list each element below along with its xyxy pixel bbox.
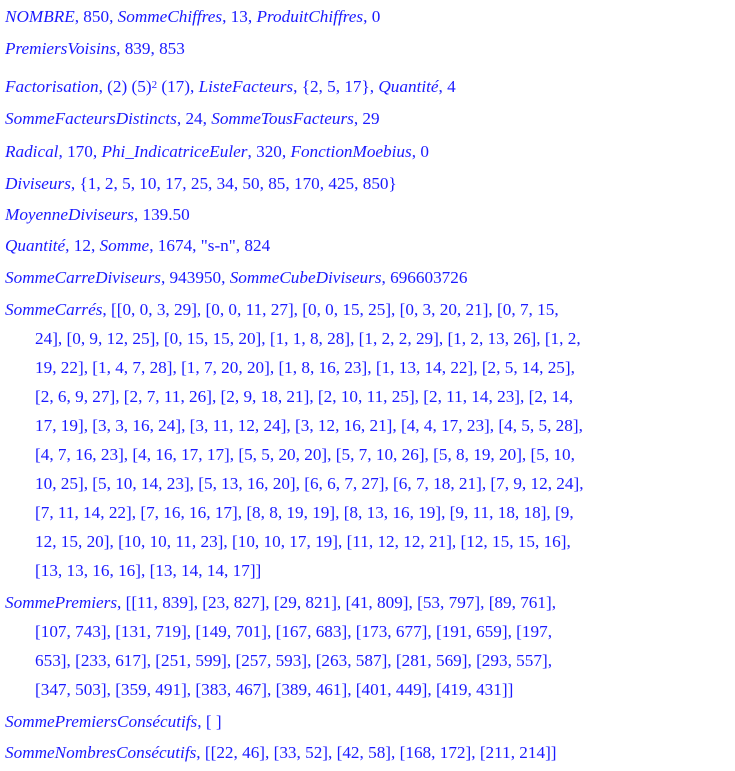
value-somme-chiffres: , 13,: [222, 7, 257, 26]
key-somme-facteurs-distincts: SommeFacteursDistincts: [5, 109, 177, 128]
value-somme-tous-facteurs: , 29: [353, 109, 380, 128]
value-somme-carre-diviseurs: , 943950,: [160, 268, 230, 287]
value-somme: , 1674, "s-n", 824: [149, 236, 271, 255]
key-somme-nombres-consecutifs: SommeNombresConsécutifs: [5, 743, 197, 762]
premiers-voisins-line: [5, 38, 185, 60]
key-produit-chiffres: ProduitChiffres: [256, 7, 364, 26]
value-moyenne-diviseurs: , 139.50: [133, 205, 190, 224]
somme-premiers-continuation: [347, 503], [359, 491], [383, 467], [389, 461], [401, 449], [419, 431]]: [35, 680, 514, 699]
somme-carres-continuation: [4, 7, 16, 23], [4, 16, 17, 17], [5, 5, 20, 20], [5, 7, 10, 26], [5, 8, 19, 20], [5, 10,: [35, 445, 575, 464]
somme-premiers-continuation: [107, 743], [131, 719], [149, 701], [167, 683], [173, 677], [191, 659], [197,: [35, 622, 552, 641]
key-somme-tous-facteurs: SommeTousFacteurs: [211, 109, 354, 128]
value-somme-premiers-consecutifs: , [ ]: [197, 712, 222, 731]
value-somme-nombres-consecutifs: , [[22, 46], [33, 52], [42, 58], [168, 172], [211, 214]]: [196, 743, 557, 762]
value-quantite: , 4: [438, 77, 456, 96]
somme-carres-continuation: 17, 19], [3, 3, 16, 24], [3, 11, 12, 24], [3, 12, 16, 21], [4, 4, 17, 23], [4, 5, 5, 28],: [35, 416, 583, 435]
factorisation-exponent: 2: [151, 79, 158, 91]
somme-facteurs-line: [5, 108, 380, 130]
value-nombre: , 850,: [74, 7, 118, 26]
value-somme-facteurs-distincts: , 24,: [176, 109, 212, 128]
key-diviseurs: Diviseurs: [5, 174, 71, 193]
somme-carres-continuation: 12, 15, 20], [10, 10, 11, 23], [10, 10, 17, 19], [11, 12, 12, 21], [12, 15, 15, 16],: [35, 532, 571, 551]
key-somme-carres: SommeCarrés: [5, 300, 103, 319]
value-fonction-moebius: , 0: [411, 142, 429, 161]
value-factorisation-a: , (2) (5): [98, 77, 152, 96]
key-premiers-voisins: PremiersVoisins: [5, 39, 117, 58]
value-diviseurs: , {1, 2, 5, 10, 17, 25, 34, 50, 85, 170, 425, 850}: [70, 174, 397, 193]
key-somme-carre-diviseurs: SommeCarreDiviseurs: [5, 268, 161, 287]
somme-carres-continuation: 19, 22], [1, 4, 7, 28], [1, 7, 20, 20], [1, 8, 16, 23], [1, 13, 14, 22], [2, 5, 14, 25],: [35, 358, 575, 377]
somme-premiers-line: [5, 592, 556, 614]
key-moyenne-diviseurs: MoyenneDiviseurs: [5, 205, 134, 224]
key-somme-chiffres: SommeChiffres: [117, 7, 223, 26]
key-fonction-moebius: FonctionMoebius: [290, 142, 412, 161]
somme-carres-continuation: [7, 11, 14, 22], [7, 16, 16, 17], [8, 8, 19, 19], [8, 13, 16, 19], [9, 11, 18, 18], [9,: [35, 503, 574, 522]
value-somme-carres: , [[0, 0, 3, 29], [0, 0, 11, 27], [0, 0, 15, 25], [0, 3, 20, 21], [0, 7, 15,: [102, 300, 559, 319]
key-somme-premiers: SommePremiers: [5, 593, 118, 612]
somme-premiers-continuation: 653], [233, 617], [251, 599], [257, 593], [263, 587], [281, 569], [293, 557],: [35, 651, 552, 670]
value-liste-facteurs: , {2, 5, 17},: [293, 77, 379, 96]
key-quantite-diviseurs: Quantité: [5, 236, 66, 255]
value-radical: , 170,: [58, 142, 102, 161]
key-somme-cube-diviseurs: SommeCubeDiviseurs: [229, 268, 382, 287]
value-produit-chiffres: , 0: [363, 7, 381, 26]
somme-carres-continuation: [13, 13, 16, 16], [13, 14, 14, 17]]: [35, 561, 262, 580]
somme-nombres-consecutifs-line: [5, 742, 557, 764]
somme-carres-continuation: [2, 6, 9, 27], [2, 7, 11, 26], [2, 9, 18, 21], [2, 10, 11, 25], [2, 11, 14, 23], [2, 14,: [35, 387, 573, 406]
key-radical: Radical: [5, 142, 59, 161]
value-phi-indicatrice-euler: , 320,: [247, 142, 291, 161]
key-somme-premiers-consecutifs: SommePremiersConsécutifs: [5, 712, 198, 731]
quantite-somme-line: [5, 235, 270, 257]
somme-carres-line: [5, 299, 559, 321]
value-factorisation-b: (17),: [157, 77, 199, 96]
value-somme-cube-diviseurs: , 696603726: [381, 268, 468, 287]
key-quantite: Quantité: [378, 77, 439, 96]
value-premiers-voisins: , 839, 853: [116, 39, 185, 58]
factorisation-line: [5, 76, 456, 98]
key-somme: Somme: [99, 236, 150, 255]
somme-carres-continuation: 24], [0, 9, 12, 25], [0, 15, 15, 20], [1, 1, 8, 28], [1, 2, 2, 29], [1, 2, 13, 26], [1, 2,: [35, 329, 581, 348]
diviseurs-line: [5, 173, 397, 195]
value-quantite-diviseurs: , 12,: [65, 236, 100, 255]
nombre-line: [5, 6, 380, 28]
key-nombre: NOMBRE: [5, 7, 75, 26]
somme-premiers-consecutifs-line: [5, 711, 222, 733]
value-somme-premiers: , [[11, 839], [23, 827], [29, 821], [41, 809], [53, 797], [89, 761],: [117, 593, 557, 612]
radical-line: [5, 141, 429, 163]
somme-carres-continuation: 10, 25], [5, 10, 14, 23], [5, 13, 16, 20], [6, 6, 7, 27], [6, 7, 18, 21], [7, 9, 12, 24],: [35, 474, 584, 493]
key-liste-facteurs: ListeFacteurs: [198, 77, 294, 96]
key-factorisation: Factorisation: [5, 77, 99, 96]
somme-carre-cube-line: [5, 267, 467, 289]
moyenne-diviseurs-line: [5, 204, 190, 226]
key-phi-indicatrice-euler: Phi_IndicatriceEuler: [101, 142, 248, 161]
